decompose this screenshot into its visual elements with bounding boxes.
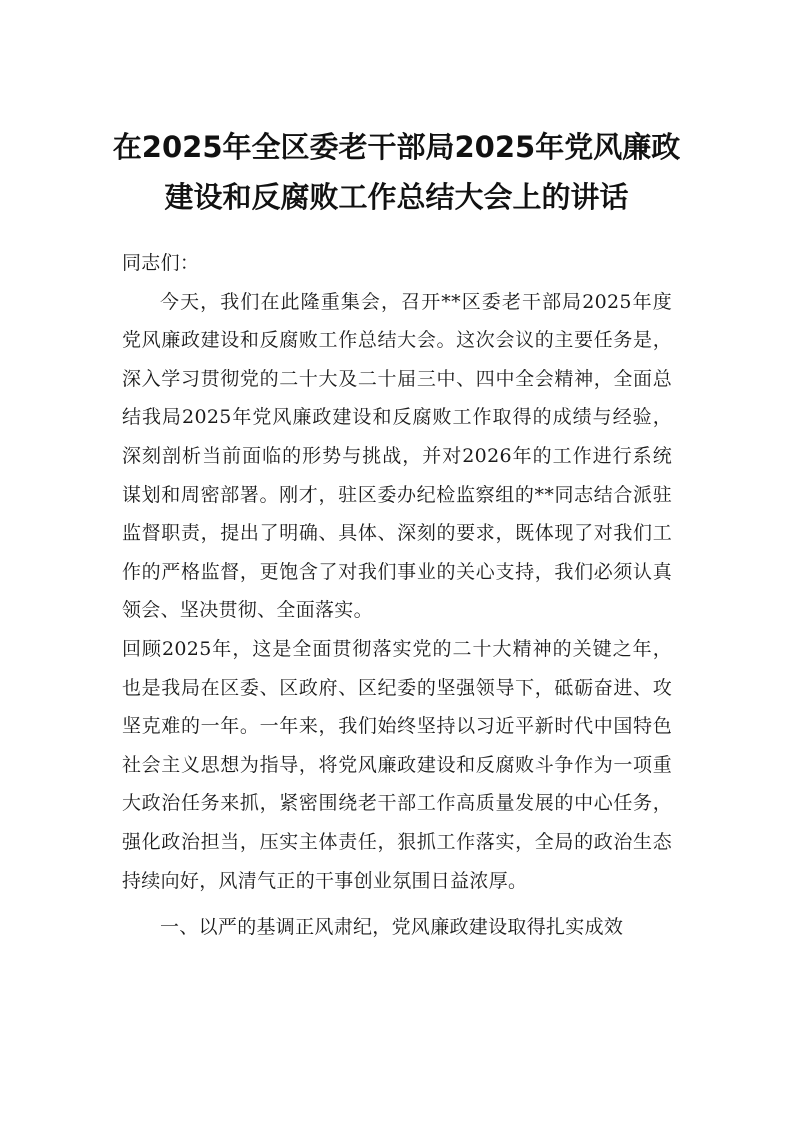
section-heading-1: 一、以严的基调正风肃纪，党风廉政建设取得扎实成效 — [160, 916, 624, 939]
paragraph-opening: 今天，我们在此隆重集会，召开**区委老干部局2025年度党风廉政建设和反腐败工作总结大会。这次会议的主要任务是，深入学习贯彻党的二十大及二十届三中、四中全会精神，全面总结我局2025年党风廉政建设和反腐败工作取得的成绩与经验，深刻剖析当前面临的形势与挑战，并对2026年的工作进行系统谋划和周密部署。刚才，驻区委办纪检监察组的**同志结合派驻监督职责，提出了明确、具体、深刻的要求，既体现了对我们工作的严格监督，更饱含了对我们事业的关心支持，我们必须认真领会、坚决贯彻、全面落实。 — [122, 290, 672, 622]
title-line-1: 在2025年全区委老干部局2025年党风廉政 — [112, 130, 681, 164]
document-title — [100, 122, 693, 222]
title-line-2: 建设和反腐败工作总结大会上的讲话 — [164, 180, 629, 214]
paragraph-review: 回顾2025年，这是全面贯彻落实党的二十大精神的关键之年，也是我局在区委、区政府、区纪委的坚强领导下，砥砺奋进、攻坚克难的一年。一年来，我们始终坚持以习近平新时代中国特色社会主义思想为指导，将党风廉政建设和反腐败斗争作为一项重大政治任务来抓，紧密围绕老干部工作高质量发展的中心任务，强化政治担当，压实主体责任，狠抓工作落实，全局的政治生态持续向好，风清气正的干事创业氛围日益浓厚。 — [122, 637, 672, 892]
document-body — [122, 244, 672, 947]
salutation: 同志们： — [122, 252, 200, 274]
